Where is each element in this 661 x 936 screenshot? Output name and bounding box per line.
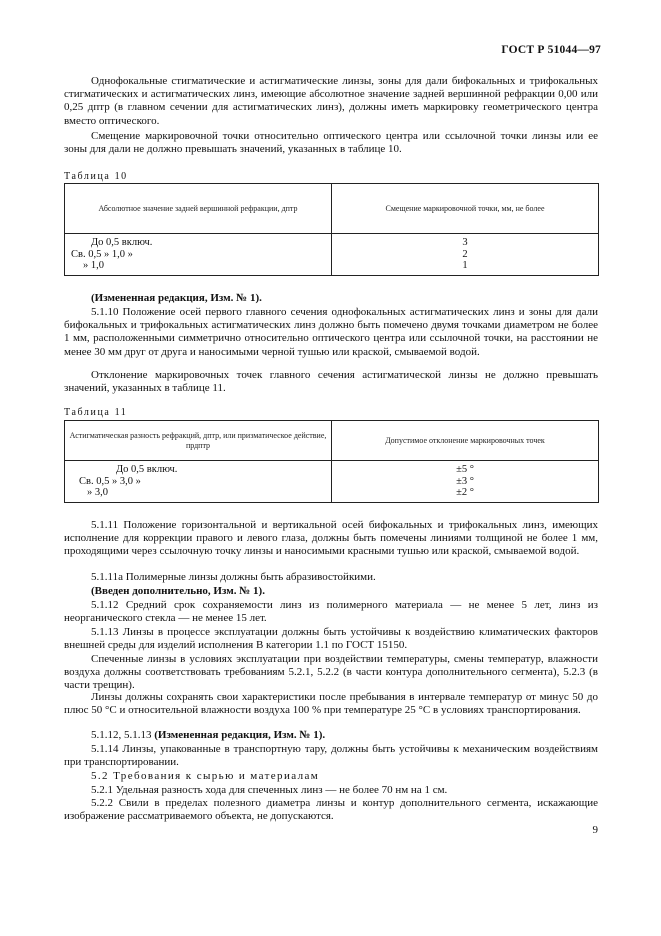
table-10 [64,183,599,276]
table11-col2-cell [332,461,599,503]
amendment-note-1: (Измененная редакция, Изм. № 1). [91,292,262,304]
table11-row3-value: ±2 ° [456,487,474,498]
table11-row1-value: ±5 ° [456,464,474,475]
table-11 [64,420,599,503]
paragraph-5-1-12: 5.1.12 Средний срок сохраняемости линз из полимерного материала — не менее 5 лет, линз из неорганического стекла — не менее 15 лет. [64,599,598,625]
paragraph-5-2-2: 5.2.2 Свили в пределах полезного диаметра линзы и контур дополнительного сегмента, искажающие изображение рассматриваемого объекта, не допускаются. [64,797,598,823]
paragraph-keep-characteristics: Линзы должны сохранять свои характеристики после пребывания в интервале температур от минус 50 до плюс 50 °С и относительной влажности воздуха 100 % при температуре 25 °С в условиях транспортирования. [64,691,598,717]
table11-col1-cell [65,461,332,503]
table10-header-col1: Абсолютное значение задней вершинной рефракции, дптр [65,184,332,234]
amendment-note-3: (Измененная редакция, Изм. № 1). [154,729,326,741]
table10-row3-value: 1 [462,260,468,271]
table11-header-col1: Астигматическая разность рефракций, дптр, или призматическое действие, прдптр [65,421,332,461]
table10-header-col2: Смещение маркировочной точки, мм, не более [332,184,599,234]
table11-row2-value: ±3 ° [456,475,474,487]
table10-col1-cell [65,234,332,276]
paragraph-offset: Смещение маркировочной точки относительно оптического центра или ссылочной точки линзы или ее зоны для дали не должно превышать значений, указанных в таблице 10. [64,130,598,156]
table11-row2-range: Св. 0,5 » 3,0 » [79,475,141,487]
table10-col2-cell [332,234,599,276]
paragraph-5-2-1: 5.2.1 Удельная разность хода для спеченных линз — не более 70 нм на 1 см. [91,784,448,796]
paragraph-5-1-10-deviation: Отклонение маркировочных точек главного сечения астигматической линзы не должно превышать значений, указанных в таблице 11. [64,369,598,395]
table11-row1-range: До 0,5 включ. [116,464,178,475]
table10-row1-range: До 0,5 включ. [91,237,153,248]
paragraph-sintered-lenses: Спеченные линзы в условиях эксплуатации при воздействии температуры, смены температур, влажности воздуха должны соответствовать требованиям 5.2.1, 5.2.2 (в части контура дополнительного сегмента), 5.2.3 (в части трещин). [64,653,598,692]
section-5-2-heading: 5.2 Требования к сырью и материалам [91,770,320,782]
table10-row2-range: Св. 0,5 » 1,0 » [71,248,133,260]
paragraph-5-1-10: 5.1.10 Положение осей первого главного сечения однофокальных астигматических линз и зоны для дали бифокальных и трифокальных астигматических линз должно быть помечено двумя точками диаметром не более 1 мм, расположенными симметрично относительно оптического центра или ссылочной точки, на расстоянии не менее 30 мм друг от друга и наносимыми черной тушью или краской, смываемой водой. [64,306,598,358]
paragraph-5-1-14: 5.1.14 Линзы, упакованные в транспортную тару, должны быть устойчивы к механическим воздействиям при транспортировании. [64,743,598,769]
amendment-note-3-ref: 5.1.12, 5.1.13 [91,729,155,741]
table10-row1-value: 3 [462,237,468,248]
table11-header-col2: Допустимое отклонение маркировочных точек [332,421,599,461]
paragraph-5-1-11: 5.1.11 Положение горизонтальной и вертикальной осей бифокальных и трифокальных линз, имеющих исполнение для коррекции правого и левого глаза, должны быть помечены линиями толщиной не более 1 мм, проходящими через ссылочную точку линзы и наносимыми красными тушью или краской, смываемой водой. [64,519,598,558]
paragraph-5-1-13: 5.1.13 Линзы в процессе эксплуатации должны быть устойчивы к воздействию климатических факторов внешней среды для изделий исполнения В категории 1.1 по ГОСТ 15150. [64,626,598,652]
table10-row3-range: » 1,0 [83,260,104,271]
table11-caption: Таблица 11 [64,407,128,418]
document-id-header: ГОСТ Р 51044—97 [501,44,601,56]
amendment-note-2: (Введен дополнительно, Изм. № 1). [91,585,265,597]
page-number: 9 [592,824,598,836]
table10-row2-value: 2 [462,248,468,260]
amendment-note-3-line [64,729,598,742]
table11-row3-range: » 3,0 [87,487,108,498]
paragraph-intro: Однофокальные стигматические и астигматические линзы, зоны для дали бифокальных и трифокальных стигматических и астигматических линз, имеющие абсолютное значение задней вершинной рефракции 0,00 или 0,25 дптр (в главном сечении для астигматических линз), должны иметь маркировку геометрического центра вместо оптического. [64,75,598,127]
table10-caption: Таблица 10 [64,171,128,182]
paragraph-5-1-11a: 5.1.11а Полимерные линзы должны быть абразивостойкими. [91,571,376,583]
